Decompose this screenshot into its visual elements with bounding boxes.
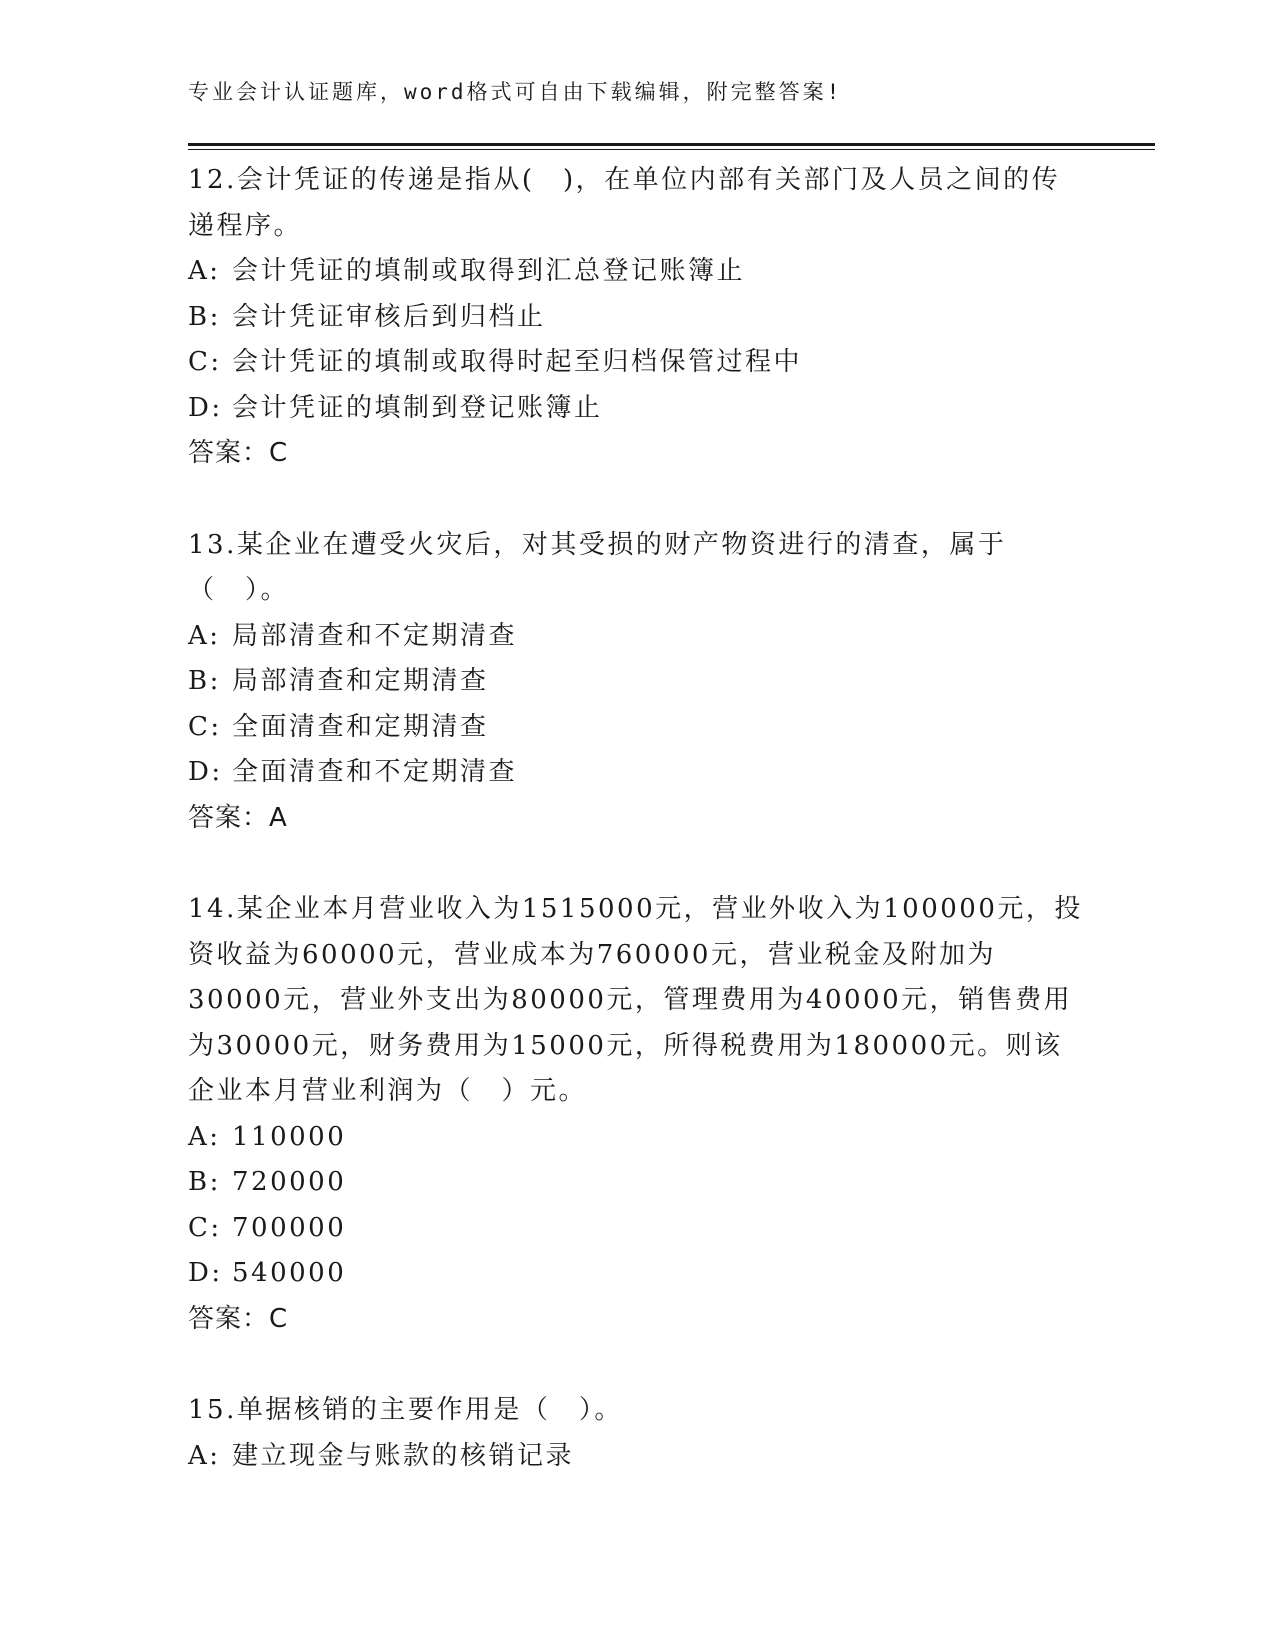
question-13 xyxy=(188,523,1088,842)
option-text: 540000 xyxy=(232,1258,347,1288)
option-text: 局部清查和定期清查 xyxy=(232,666,489,696)
option-letter: C: xyxy=(188,1212,222,1243)
option-letter: B: xyxy=(188,1167,221,1197)
option-letter: A: xyxy=(188,1121,221,1152)
answer-line: 答案：A xyxy=(188,802,288,833)
option-c xyxy=(188,705,1088,751)
option-b xyxy=(188,295,1088,341)
option-text: 720000 xyxy=(232,1167,347,1197)
option-c xyxy=(188,340,1088,386)
option-letter: A: xyxy=(188,1440,221,1471)
option-a xyxy=(188,1115,1088,1161)
option-letter: C: xyxy=(188,347,222,377)
question-stem: 13.某企业在遭受火灾后，对其受损的财产物资进行的清查，属于（ ）。 xyxy=(188,529,1007,605)
option-c xyxy=(188,1206,1088,1252)
page-header: 专业会计认证题库，word格式可自由下载编辑，附完整答案! xyxy=(188,80,843,104)
question-stem: 15.单据核销的主要作用是（ ）。 xyxy=(188,1395,623,1425)
option-d xyxy=(188,386,1088,432)
option-a xyxy=(188,614,1088,660)
option-text: 700000 xyxy=(232,1212,347,1243)
answer-line: 答案：C xyxy=(188,1303,289,1334)
option-text: 会计凭证审核后到归档止 xyxy=(232,301,546,332)
option-letter: D: xyxy=(188,757,223,787)
option-letter: A: xyxy=(188,256,221,286)
option-text: 局部清查和不定期清查 xyxy=(232,620,518,651)
question-stem: 14.某企业本月营业收入为1515000元，营业外收入为100000元，投资收益为60000元，营业成本为760000元，营业税金及附加为30000元，营业外支出为80000元，管理费用为40000元，销售费用为30000元，财务费用为15000元，所得税费用为180000元。则该企业本月营业利润为（ ）元。 xyxy=(188,894,1083,1106)
option-letter: C: xyxy=(188,711,222,742)
option-text: 会计凭证的填制到登记账簿止 xyxy=(232,392,603,423)
option-b xyxy=(188,659,1088,705)
header-rule-thin xyxy=(188,149,1155,150)
option-letter: D: xyxy=(188,392,223,423)
option-text: 全面清查和定期清查 xyxy=(232,711,489,742)
option-b xyxy=(188,1160,1088,1206)
option-text: 会计凭证的填制或取得到汇总登记账簿止 xyxy=(232,256,746,286)
option-text: 110000 xyxy=(232,1121,347,1152)
option-text: 全面清查和不定期清查 xyxy=(232,757,518,787)
answer-line: 答案：C xyxy=(188,438,289,468)
option-letter: B: xyxy=(188,666,221,696)
option-letter: D: xyxy=(188,1258,223,1288)
header-rule-thick xyxy=(188,143,1155,146)
option-a xyxy=(188,249,1088,295)
option-d xyxy=(188,750,1088,796)
question-12 xyxy=(188,158,1088,477)
option-letter: A: xyxy=(188,620,221,651)
option-letter: B: xyxy=(188,301,221,332)
option-text: 建立现金与账款的核销记录 xyxy=(232,1440,575,1471)
question-15 xyxy=(188,1388,1088,1479)
option-text: 会计凭证的填制或取得时起至归档保管过程中 xyxy=(232,347,803,377)
option-a xyxy=(188,1434,1088,1480)
question-stem: 12.会计凭证的传递是指从( )，在单位内部有关部门及人员之间的传递程序。 xyxy=(188,165,1061,241)
question-14 xyxy=(188,887,1088,1342)
question-list xyxy=(188,158,1088,1525)
option-d xyxy=(188,1251,1088,1297)
